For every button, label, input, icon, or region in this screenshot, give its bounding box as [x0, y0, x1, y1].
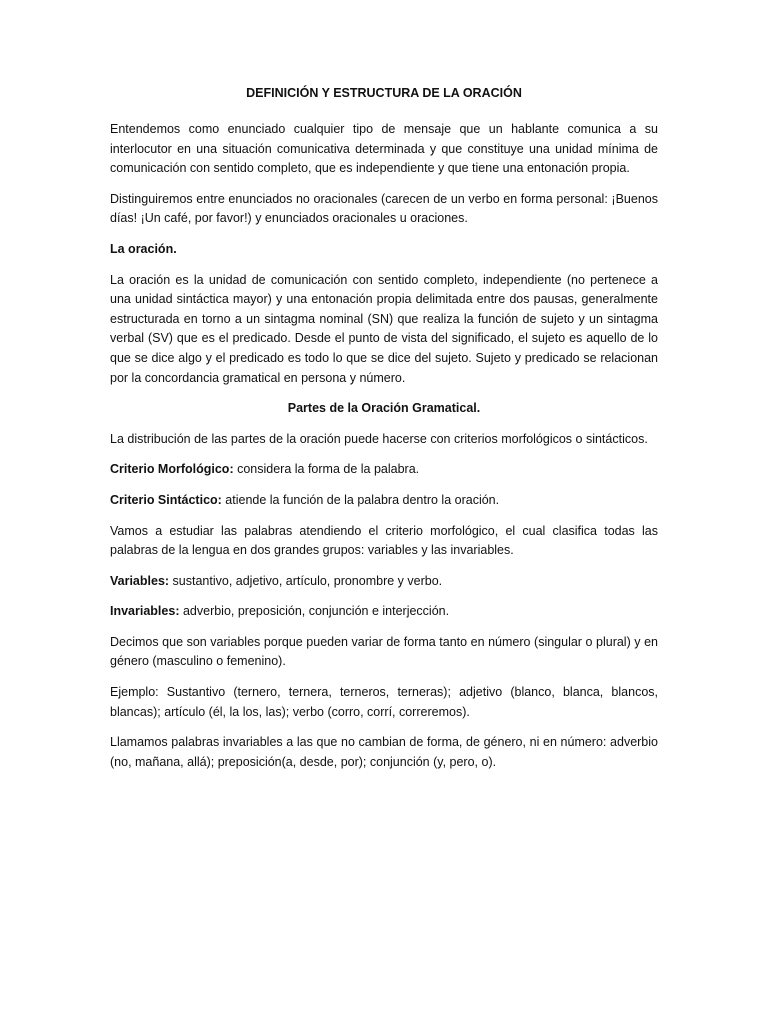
criterio-sintactico-text: atiende la función de la palabra dentro la oración. [221, 492, 500, 507]
variables-text: sustantivo, adjetivo, artículo, pronombre y verbo. [169, 573, 443, 588]
paragraph-decimos-variables: Decimos que son variables porque pueden variar de forma tanto en número (singular o plural) y en género (masculino o femenino). [110, 634, 658, 669]
heading-partes-oracion: Partes de la Oración Gramatical. [287, 401, 481, 416]
paragraph-invariables-definicion: Llamamos palabras invariables a las que no cambian de forma, de género, ni en número: adverbio (no, mañana, allá); preposición(a, desde, por); conjunción (y, pero, o). [110, 735, 658, 769]
paragraph-distinguiremos: Distinguiremos entre enunciados no oracionales (carecen de un verbo en forma personal: ¡Buenos días! ¡Un café, por favor!) y enunciados oracionales u oraciones. [110, 191, 658, 226]
paragraph-invariables [110, 602, 658, 622]
paragraph-variables [110, 572, 658, 592]
variables-label: Variables: [110, 573, 170, 588]
paragraph-ejemplo: Ejemplo: Sustantivo (ternero, ternera, terneros, terneras); adjetivo (blanco, blanca, blancos, blancas); artículo (él, la los, las); verbo (corro, corrí, correremos). [110, 685, 658, 719]
paragraph-oracion-definicion: La oración es la unidad de comunicación con sentido completo, independiente (no pertenece a una unidad sintáctica mayor) y una entonación propia delimitada entre dos pausas, generalmente estructurada en torno a un sintagma nominal (SN) que realiza la función de sujeto y un sintagma verbal (SV) que es el predicado. Desde el punto de vista del significado, el sujeto es aquello de lo que se dice algo y el predicado es todo lo que se dice del sujeto. Sujeto y predicado se relacionan por la concordancia gramatical en persona y número. [110, 272, 658, 385]
criterio-morfologico-text: considera la forma de la palabra. [233, 462, 420, 477]
document-title: DEFINICIÓN Y ESTRUCTURA DE LA ORACIÓN [246, 86, 522, 100]
paragraph-vamos-estudiar: Vamos a estudiar las palabras atendiendo el criterio morfológico, el cual clasifica todas las palabras de la lengua en dos grandes grupos: variables y las invariables. [110, 523, 658, 558]
paragraph-criterio-sintactico [110, 491, 658, 511]
criterio-morfologico-label: Criterio Morfológico: [110, 462, 234, 477]
invariables-label: Invariables: [110, 604, 180, 619]
paragraph-criterio-morfologico [110, 460, 658, 480]
paragraph-distribucion: La distribución de las partes de la oración puede hacerse con criterios morfológicos o sintácticos. [110, 431, 648, 446]
invariables-text: adverbio, preposición, conjunción e interjección. [179, 604, 450, 619]
paragraph-enunciado: Entendemos como enunciado cualquier tipo de mensaje que un hablante comunica a su interlocutor en una situación comunicativa determinada y que constituye una unidad mínima de comunicación con sentido completo, que es independiente y que tiene una entonación propia. [110, 122, 658, 176]
heading-la-oracion: La oración. [110, 241, 177, 256]
criterio-sintactico-label: Criterio Sintáctico: [110, 492, 222, 507]
